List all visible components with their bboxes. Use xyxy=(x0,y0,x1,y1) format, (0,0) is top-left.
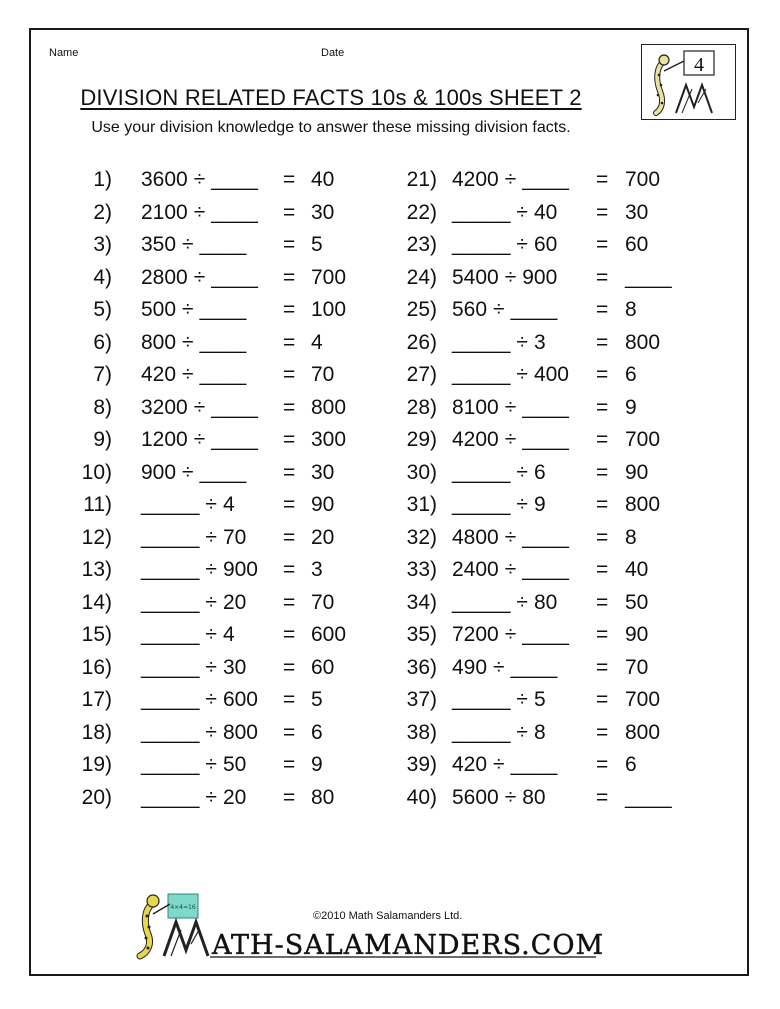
division-expression xyxy=(452,786,546,810)
divisor: ____ xyxy=(510,298,558,321)
problem-row xyxy=(31,168,751,200)
quotient: 800 xyxy=(625,330,661,354)
divide-symbol: ÷ xyxy=(516,363,528,386)
divide-symbol: ÷ xyxy=(205,590,217,614)
quotient: 30 xyxy=(311,200,335,224)
dividend: 2800 xyxy=(141,265,188,289)
equals-symbol: = xyxy=(283,525,296,549)
dividend: _____ xyxy=(141,753,200,776)
equals-symbol: = xyxy=(596,460,609,484)
problem-number: 27) xyxy=(406,363,437,386)
dividend: 900 xyxy=(141,460,177,484)
equals-symbol: = xyxy=(283,688,296,711)
problem-number: 8) xyxy=(93,395,112,419)
dividend: 5400 xyxy=(452,265,499,289)
divisor: ____ xyxy=(199,363,247,386)
division-expression xyxy=(452,428,569,452)
problem-number: 11) xyxy=(83,493,112,516)
dividend: 490 xyxy=(452,655,488,679)
math-salamanders-logo-icon xyxy=(126,890,606,960)
problem-number: 6) xyxy=(93,330,112,354)
problem-number: 2) xyxy=(93,200,112,224)
date-label: Date xyxy=(321,47,345,59)
problem-number: 15) xyxy=(81,623,112,646)
divisor: ____ xyxy=(199,460,247,484)
problem-number: 5) xyxy=(93,298,112,321)
divisor: 400 xyxy=(533,363,569,386)
divisor: 9 xyxy=(533,493,546,516)
equals-symbol: = xyxy=(596,688,609,711)
problem-number: 35) xyxy=(406,623,437,646)
divide-symbol: ÷ xyxy=(504,525,517,549)
divide-symbol: ÷ xyxy=(504,623,517,646)
equals-symbol: = xyxy=(596,753,609,776)
dividend: 7200 xyxy=(452,623,499,646)
problem-row xyxy=(31,753,751,785)
quotient: 4 xyxy=(311,330,323,354)
divisor: ____ xyxy=(522,558,569,581)
problem-number: 4) xyxy=(93,265,112,289)
equals-symbol: = xyxy=(283,168,296,191)
divisor: 50 xyxy=(222,753,247,776)
problem-number: 24) xyxy=(406,265,437,289)
divisor: ____ xyxy=(211,428,258,451)
division-expression xyxy=(452,753,557,777)
division-expression xyxy=(452,558,569,582)
quotient: 300 xyxy=(311,428,347,451)
quotient: 5 xyxy=(311,688,323,711)
equals-symbol: = xyxy=(596,785,609,809)
divide-symbol: ÷ xyxy=(193,428,206,451)
divide-symbol: ÷ xyxy=(205,558,217,581)
footer-brand-text: ATH-SALAMANDERS.COM xyxy=(212,930,605,960)
dividend: 2100 xyxy=(141,200,188,224)
divide-symbol: ÷ xyxy=(516,590,528,614)
divide-symbol: ÷ xyxy=(182,298,194,321)
problem-number: 20) xyxy=(81,785,112,809)
divisor: 6 xyxy=(533,460,546,484)
divide-symbol: ÷ xyxy=(504,785,517,809)
divide-symbol: ÷ xyxy=(182,363,194,386)
dividend: _____ xyxy=(141,688,200,711)
problem-number: 17) xyxy=(81,688,112,711)
dividend: 8100 xyxy=(452,395,499,419)
dividend: _____ xyxy=(452,460,511,484)
division-expression xyxy=(452,363,569,387)
quotient: 70 xyxy=(311,590,335,614)
quotient: 3 xyxy=(311,558,323,581)
quotient: 9 xyxy=(625,395,637,419)
divisor: ____ xyxy=(522,168,569,191)
equals-symbol: = xyxy=(283,493,296,516)
equals-symbol: = xyxy=(596,655,609,679)
divisor: ____ xyxy=(510,753,558,776)
equals-symbol: = xyxy=(283,298,296,321)
dividend: _____ xyxy=(452,363,511,386)
divide-symbol: ÷ xyxy=(493,753,505,776)
quotient: 80 xyxy=(311,785,335,809)
divisor: 900 xyxy=(522,265,558,289)
divide-symbol: ÷ xyxy=(193,200,206,224)
divisor: 3 xyxy=(533,330,546,354)
divisor: ____ xyxy=(510,655,558,679)
worksheet-instructions: Use your division knowledge to answer these missing division facts. xyxy=(91,119,571,136)
problem-number: 39) xyxy=(406,753,437,776)
divisor: 4 xyxy=(222,623,235,646)
problem-row xyxy=(31,233,751,265)
problem-number: 10) xyxy=(81,460,112,484)
equals-symbol: = xyxy=(283,590,296,614)
dividend: _____ xyxy=(141,493,200,516)
problem-number: 32) xyxy=(406,525,437,549)
equals-symbol: = xyxy=(596,720,609,744)
dividend: 2400 xyxy=(452,558,499,581)
divide-symbol: ÷ xyxy=(182,460,194,484)
logo-digit: 4 xyxy=(694,54,704,76)
equals-symbol: = xyxy=(596,590,609,614)
divide-symbol: ÷ xyxy=(193,265,206,289)
problem-number: 40) xyxy=(406,785,437,809)
equals-symbol: = xyxy=(596,168,609,191)
quotient: 90 xyxy=(625,460,649,484)
equals-symbol: = xyxy=(283,785,296,809)
problem-number: 31) xyxy=(406,493,437,516)
problem-row xyxy=(31,721,751,753)
divide-symbol: ÷ xyxy=(504,265,517,289)
divisor: 800 xyxy=(222,720,258,744)
problem-number: 36) xyxy=(406,655,437,679)
equals-symbol: = xyxy=(283,233,296,256)
equals-symbol: = xyxy=(596,428,609,451)
divisor: 60 xyxy=(533,233,558,256)
name-label: Name xyxy=(49,47,79,59)
dividend: _____ xyxy=(141,655,200,679)
equals-symbol: = xyxy=(596,265,609,289)
divisor: ____ xyxy=(522,395,569,419)
divide-symbol: ÷ xyxy=(516,200,528,224)
divide-symbol: ÷ xyxy=(504,168,517,191)
problem-number: 13) xyxy=(81,558,112,581)
divide-symbol: ÷ xyxy=(193,395,206,419)
dividend: 350 xyxy=(141,233,177,256)
equals-symbol: = xyxy=(596,395,609,419)
problem-row xyxy=(31,298,751,330)
dividend: 3200 xyxy=(141,395,188,419)
divide-symbol: ÷ xyxy=(504,395,517,419)
division-expression xyxy=(452,461,546,485)
equals-symbol: = xyxy=(596,233,609,256)
divide-symbol: ÷ xyxy=(493,298,505,321)
dividend: _____ xyxy=(141,558,200,581)
quotient: 50 xyxy=(625,590,649,614)
problem-number: 34) xyxy=(406,590,437,614)
division-expression xyxy=(452,396,569,420)
divisor: 900 xyxy=(222,558,258,581)
division-expression xyxy=(452,721,546,745)
divisor: 40 xyxy=(533,200,558,224)
dividend: 5600 xyxy=(452,785,499,809)
problem-number: 9) xyxy=(93,428,112,451)
problem-row xyxy=(31,558,751,590)
dividend: _____ xyxy=(141,785,200,809)
dividend: 420 xyxy=(141,363,177,386)
quotient: 5 xyxy=(311,233,323,256)
division-expression xyxy=(452,688,546,712)
problem-row xyxy=(31,623,751,655)
quotient: 800 xyxy=(311,395,347,419)
problem-number: 29) xyxy=(406,428,437,451)
problem-row xyxy=(31,493,751,525)
divisor: ____ xyxy=(522,623,569,646)
divisor: ____ xyxy=(211,200,258,224)
divide-symbol: ÷ xyxy=(205,785,217,809)
divide-symbol: ÷ xyxy=(516,233,528,256)
quotient: 9 xyxy=(311,753,323,776)
quotient: 800 xyxy=(625,493,661,516)
dividend: 500 xyxy=(141,298,177,321)
quotient: 100 xyxy=(311,298,347,321)
equals-symbol: = xyxy=(283,720,296,744)
divisor: 8 xyxy=(533,720,546,744)
quotient: 700 xyxy=(625,428,661,451)
equals-symbol: = xyxy=(596,493,609,516)
quotient: 30 xyxy=(311,460,335,484)
dividend: _____ xyxy=(141,525,200,549)
equals-symbol: = xyxy=(283,558,296,581)
problem-row xyxy=(31,526,751,558)
problem-row xyxy=(31,461,751,493)
divisor: 20 xyxy=(222,590,247,614)
dividend: _____ xyxy=(452,590,511,614)
quotient: ____ xyxy=(625,785,672,809)
divide-symbol: ÷ xyxy=(504,558,517,581)
divide-symbol: ÷ xyxy=(516,493,528,516)
divide-symbol: ÷ xyxy=(493,655,505,679)
quotient: 60 xyxy=(625,233,649,256)
problem-number: 16) xyxy=(81,655,112,679)
salamander-logo xyxy=(641,44,736,120)
quotient: ____ xyxy=(625,265,672,289)
divide-symbol: ÷ xyxy=(205,525,217,549)
problem-number: 19) xyxy=(81,753,112,776)
division-expression xyxy=(452,526,569,550)
quotient: 30 xyxy=(625,200,649,224)
dividend: _____ xyxy=(452,720,511,744)
divisor: 20 xyxy=(222,785,247,809)
division-expression xyxy=(452,233,557,257)
quotient: 700 xyxy=(625,168,661,191)
footer-logo xyxy=(126,890,606,965)
divide-symbol: ÷ xyxy=(182,330,194,354)
quotient: 700 xyxy=(625,688,661,711)
problem-row xyxy=(31,363,751,395)
divide-symbol: ÷ xyxy=(193,168,206,191)
quotient: 40 xyxy=(625,558,649,581)
quotient: 70 xyxy=(311,363,335,386)
problem-number: 21) xyxy=(406,168,437,191)
problem-number: 25) xyxy=(406,298,437,321)
problem-number: 22) xyxy=(406,200,437,224)
division-expression xyxy=(452,201,557,225)
problem-number: 3) xyxy=(93,233,112,256)
salamander-teacher-icon xyxy=(642,45,734,118)
problem-number: 12) xyxy=(81,525,112,549)
divisor: ____ xyxy=(211,395,258,419)
dividend: _____ xyxy=(452,330,511,354)
division-expression xyxy=(452,168,569,192)
problem-row xyxy=(31,591,751,623)
equals-symbol: = xyxy=(596,525,609,549)
problem-row xyxy=(31,201,751,233)
quotient: 700 xyxy=(311,265,347,289)
problem-number: 7) xyxy=(93,363,112,386)
equals-symbol: = xyxy=(596,200,609,224)
quotient: 8 xyxy=(625,525,637,549)
quotient: 6 xyxy=(625,363,637,386)
divide-symbol: ÷ xyxy=(205,753,217,776)
quotient: 600 xyxy=(311,623,347,646)
division-expression xyxy=(452,298,557,322)
quotient: 6 xyxy=(311,720,323,744)
quotient: 800 xyxy=(625,720,661,744)
problem-number: 18) xyxy=(81,720,112,744)
dividend: 4200 xyxy=(452,428,499,451)
equals-symbol: = xyxy=(283,460,296,484)
dividend: _____ xyxy=(141,623,200,646)
problem-row xyxy=(31,331,751,363)
equals-symbol: = xyxy=(283,655,296,679)
equals-symbol: = xyxy=(283,395,296,419)
dividend: _____ xyxy=(452,493,511,516)
problem-number: 38) xyxy=(406,720,437,744)
dividend: _____ xyxy=(452,233,511,256)
problem-number: 26) xyxy=(406,330,437,354)
division-expression xyxy=(452,656,557,680)
quotient: 60 xyxy=(311,655,335,679)
divisor: 80 xyxy=(522,785,546,809)
equals-symbol: = xyxy=(283,200,296,224)
divisor: ____ xyxy=(211,168,258,191)
quotient: 90 xyxy=(311,493,335,516)
copyright-text: ©2010 Math Salamanders Ltd. xyxy=(313,910,463,922)
worksheet-title: DIVISION RELATED FACTS 10s & 100s SHEET 2 xyxy=(80,85,582,110)
divide-symbol: ÷ xyxy=(516,460,528,484)
dividend: 420 xyxy=(452,753,488,776)
equals-symbol: = xyxy=(283,363,296,386)
equals-symbol: = xyxy=(596,558,609,581)
equals-symbol: = xyxy=(283,753,296,776)
problem-number: 33) xyxy=(406,558,437,581)
problem-number: 37) xyxy=(406,688,437,711)
dividend: _____ xyxy=(141,720,200,744)
dividend: 1200 xyxy=(141,428,188,451)
divisor: 600 xyxy=(222,688,258,711)
divisor: ____ xyxy=(199,298,247,321)
equals-symbol: = xyxy=(596,298,609,321)
problem-number: 30) xyxy=(406,460,437,484)
divisor: ____ xyxy=(199,233,247,256)
dividend: _____ xyxy=(452,200,511,224)
quotient: 70 xyxy=(625,655,649,679)
divide-symbol: ÷ xyxy=(504,428,517,451)
quotient: 6 xyxy=(625,753,637,776)
division-expression xyxy=(452,591,557,615)
divide-symbol: ÷ xyxy=(182,233,194,256)
quotient: 40 xyxy=(311,168,335,191)
worksheet xyxy=(29,28,749,976)
footer-sign-text: 4×4=16 xyxy=(170,904,196,911)
dividend: _____ xyxy=(141,590,200,614)
problem-number: 14) xyxy=(81,590,112,614)
problem-number: 1) xyxy=(93,168,112,191)
divisor: 30 xyxy=(222,655,247,679)
equals-symbol: = xyxy=(596,363,609,386)
equals-symbol: = xyxy=(283,623,296,646)
problem-row xyxy=(31,428,751,460)
divide-symbol: ÷ xyxy=(516,688,528,711)
equals-symbol: = xyxy=(596,623,609,646)
dividend: 3600 xyxy=(141,168,188,191)
problem-row xyxy=(31,688,751,720)
quotient: 20 xyxy=(311,525,335,549)
divisor: ____ xyxy=(211,265,258,289)
divisor: ____ xyxy=(522,428,569,451)
quotient: 90 xyxy=(625,623,649,646)
divisor: 4 xyxy=(222,493,235,516)
divide-symbol: ÷ xyxy=(205,655,217,679)
equals-symbol: = xyxy=(283,265,296,289)
divide-symbol: ÷ xyxy=(205,688,217,711)
division-expression xyxy=(452,331,546,355)
dividend: 4200 xyxy=(452,168,499,191)
problem-row xyxy=(31,266,751,298)
problem-number: 28) xyxy=(406,395,437,419)
divide-symbol: ÷ xyxy=(205,493,217,516)
dividend: 4800 xyxy=(452,525,499,549)
equals-symbol: = xyxy=(283,330,296,354)
divisor: ____ xyxy=(522,525,569,549)
divisor: 70 xyxy=(222,525,247,549)
divisor: ____ xyxy=(199,330,247,354)
dividend: 560 xyxy=(452,298,488,321)
divide-symbol: ÷ xyxy=(516,330,528,354)
equals-symbol: = xyxy=(596,330,609,354)
dividend: 800 xyxy=(141,330,177,354)
divide-symbol: ÷ xyxy=(205,623,217,646)
equals-symbol: = xyxy=(283,428,296,451)
divisor: 5 xyxy=(533,688,546,711)
problem-number: 23) xyxy=(406,233,437,256)
problem-row xyxy=(31,396,751,428)
division-expression xyxy=(452,623,569,647)
division-expression xyxy=(452,266,557,290)
quotient: 8 xyxy=(625,298,637,321)
divide-symbol: ÷ xyxy=(516,720,528,744)
divisor: 80 xyxy=(533,590,558,614)
division-expression xyxy=(452,493,546,517)
problem-row xyxy=(31,786,751,818)
dividend: _____ xyxy=(452,688,511,711)
problem-row xyxy=(31,656,751,688)
divide-symbol: ÷ xyxy=(205,720,217,744)
